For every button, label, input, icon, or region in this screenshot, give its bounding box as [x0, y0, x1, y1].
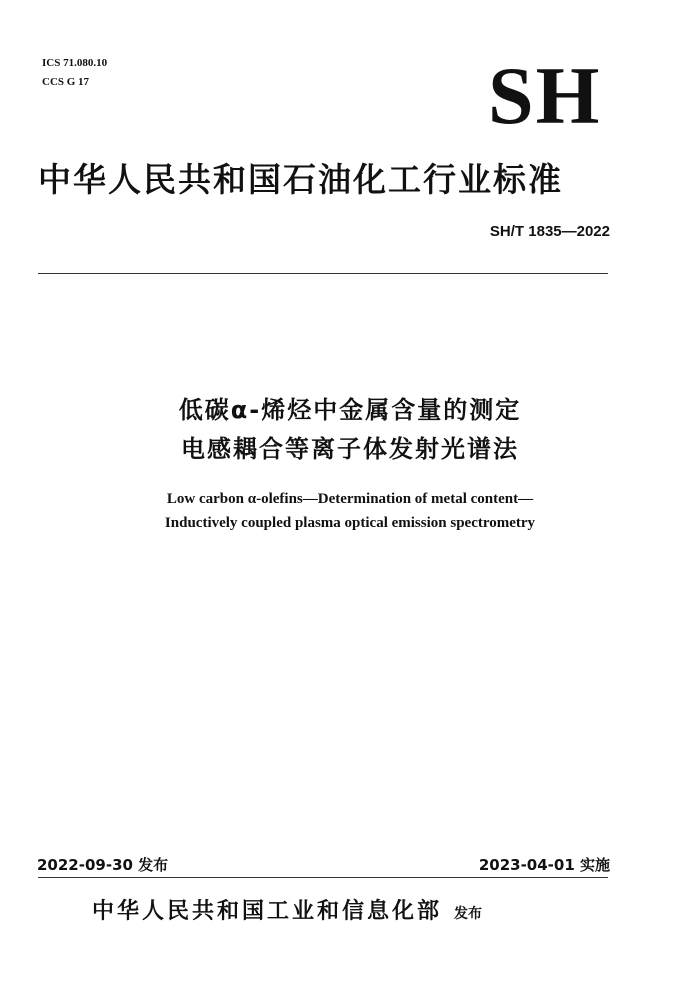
publisher-name: 中华人民共和国工业和信息化部 — [92, 899, 443, 924]
footer-divider — [38, 877, 608, 878]
chinese-title-line-1: 低碳α-烯烃中金属含量的测定 — [178, 396, 522, 424]
chinese-title-line-2: 电感耦合等离子体发射光谱法 — [181, 435, 519, 463]
publisher — [92, 897, 632, 929]
header-divider — [38, 273, 608, 274]
classification-codes — [42, 54, 107, 92]
english-title-line-1: Low carbon α-olefins—Determination of metal content— — [166, 491, 534, 507]
ics-code: ICS 71.080.10 — [42, 57, 108, 69]
sh-standard-logo: SH — [488, 50, 602, 141]
organization-title: 中华人民共和国石油化工行业标准 — [38, 160, 563, 199]
english-title-line-2: Inductively coupled plasma optical emission spectrometry — [164, 515, 536, 531]
publisher-suffix: 发布 — [454, 906, 483, 922]
standard-number: SH/T 1835—2022 — [489, 223, 610, 240]
issue-date: 2022-09-30 发布 — [37, 856, 169, 874]
implementation-date: 2023-04-01 实施 — [478, 856, 610, 874]
ccs-code: CCS G 17 — [42, 76, 90, 88]
